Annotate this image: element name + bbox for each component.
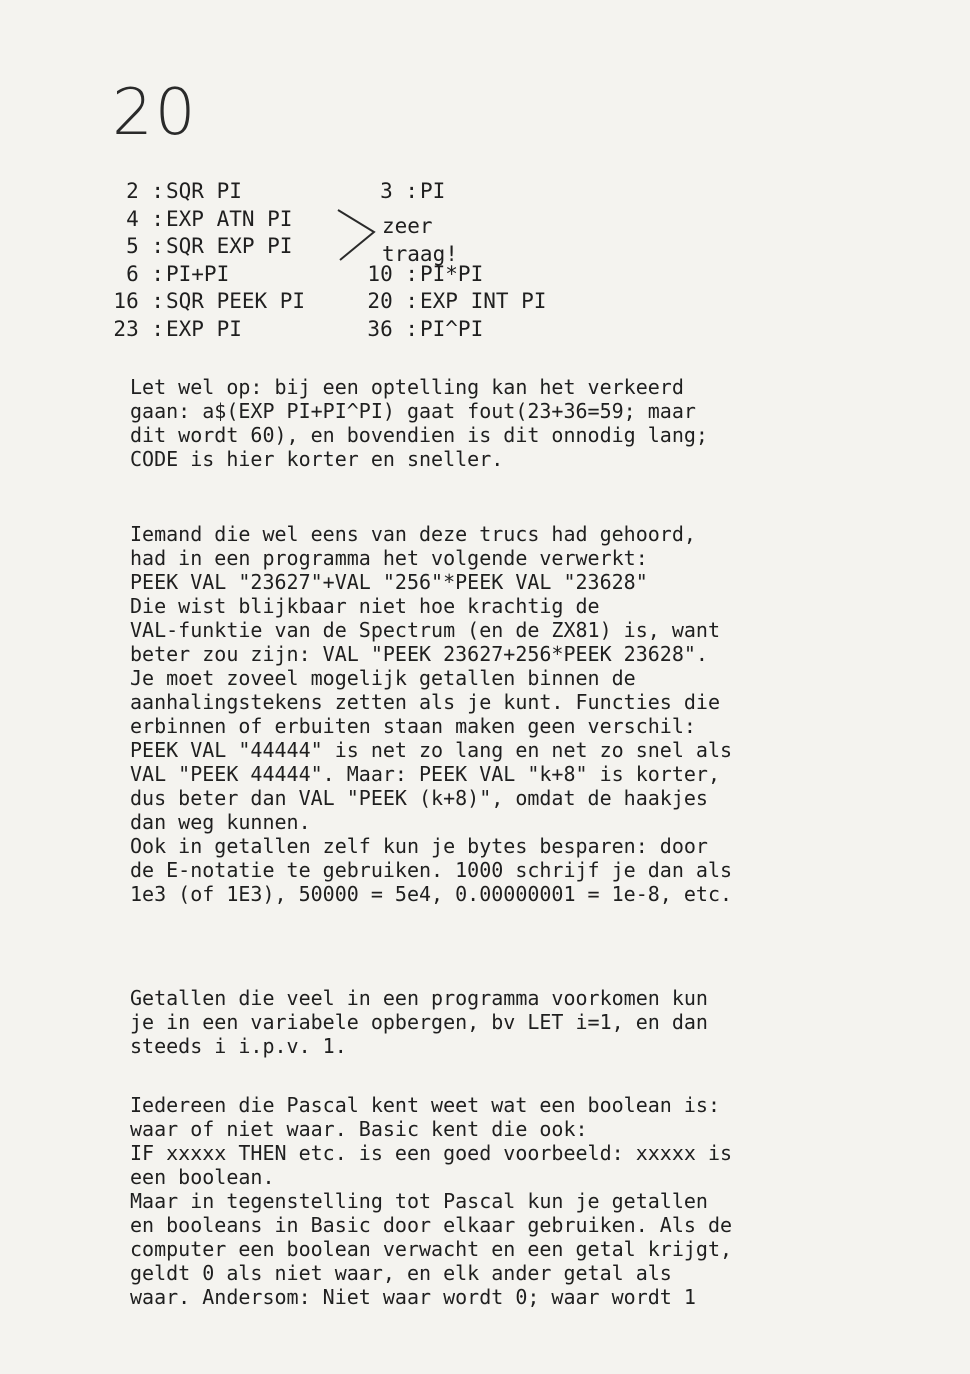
text-line: PEEK VAL "23627"+VAL "256"*PEEK VAL "23628"	[130, 570, 648, 594]
text-line: Die wist blijkbaar niet hoe krachtig de	[130, 594, 600, 618]
text-line: Ook in getallen zelf kun je bytes besparen: door	[130, 834, 708, 858]
text-line: VAL-funktie van de Spectrum (en de ZX81) is, want	[130, 618, 721, 642]
line-number-right: 3 :	[380, 179, 418, 203]
text-line: waar. Andersom: Niet waar wordt 0; waar wordt 1	[130, 1285, 696, 1309]
page-number: 20	[112, 76, 198, 150]
code-left: PI+PI	[166, 261, 230, 286]
slow-note: zeer traag!	[382, 214, 458, 266]
text-line: de E-notatie te gebruiken. 1000 schrijf je dan als	[130, 858, 733, 882]
bracket-mark	[334, 206, 380, 264]
code-left: EXP ATN PI	[166, 206, 293, 231]
code-right: PI^PI	[420, 316, 484, 341]
text-line: dit wordt 60), en bovendien is dit onnodig lang;	[130, 423, 708, 447]
paragraph-2	[130, 522, 842, 906]
text-line: beter zou zijn: VAL "PEEK 23627+256*PEEK 23628".	[130, 642, 708, 666]
text-line: je in een variabele opbergen, bv LET i=1, en dan	[130, 1010, 708, 1034]
code-right: PI*PI	[420, 261, 484, 286]
line-number-left: 16 :	[113, 289, 164, 313]
text-line: waar of niet waar. Basic kent die ook:	[130, 1117, 588, 1141]
text-line: een boolean.	[130, 1165, 275, 1189]
text-line: en booleans in Basic door elkaar gebruiken. Als de	[130, 1213, 733, 1237]
text-line: Iemand die wel eens van deze trucs had gehoord,	[130, 522, 696, 546]
paragraph-4	[130, 1093, 842, 1309]
line-number-right: 36 :	[367, 316, 418, 341]
text-line: had in een programma het volgende verwerkt:	[130, 546, 648, 570]
line-number-left: 23 :	[113, 316, 164, 341]
line-number-left: 6 :	[126, 261, 164, 286]
text-line: IF xxxxx THEN etc. is een goed voorbeeld: xxxxx is	[130, 1141, 733, 1165]
text-line: Maar in tegenstelling tot Pascal kun je getallen	[130, 1189, 708, 1213]
text-line: steeds i i.p.v. 1.	[130, 1034, 347, 1058]
text-line: CODE is hier korter en sneller.	[130, 447, 504, 471]
paragraph-3	[130, 986, 842, 1058]
code-right: PI	[420, 179, 446, 203]
text-line: dus beter dan VAL "PEEK (k+8)", omdat de haakjes	[130, 786, 708, 810]
line-number-left: 5 :	[126, 234, 164, 258]
code-left: EXP PI	[166, 316, 242, 341]
text-line: computer een boolean verwacht en een getal krijgt,	[130, 1237, 733, 1261]
code-right: EXP INT PI	[420, 289, 547, 313]
text-line: Iedereen die Pascal kent weet wat een boolean is:	[130, 1093, 721, 1117]
code-left: SQR EXP PI	[166, 234, 293, 258]
text-line: PEEK VAL "44444" is net zo lang en net zo snel als	[130, 738, 733, 762]
line-number-left: 4 :	[126, 206, 164, 231]
paragraph-1	[130, 375, 842, 471]
text-line: geldt 0 als niet waar, en elk ander getal als	[130, 1261, 672, 1285]
text-line: VAL "PEEK 44444". Maar: PEEK VAL "k+8" is korter,	[130, 762, 721, 786]
text-line: erbinnen of erbuiten staan maken geen verschil:	[130, 714, 696, 738]
code-left: SQR PEEK PI	[166, 289, 306, 313]
text-line: 1e3 (of 1E3), 50000 = 5e4, 0.00000001 = 1e-8, etc.	[130, 882, 733, 906]
line-number-right: 20 :	[367, 289, 418, 313]
code-left: SQR PI	[166, 179, 242, 203]
text-line: Je moet zoveel mogelijk getallen binnen de	[130, 666, 636, 690]
text-line: Let wel op: bij een optelling kan het verkeerd	[130, 375, 684, 399]
line-number-left: 2 :	[126, 179, 164, 203]
text-line: gaan: a$(EXP PI+PI^PI) gaat fout(23+36=59; maar	[130, 399, 696, 423]
text-line: dan weg kunnen.	[130, 810, 311, 834]
text-line: Getallen die veel in een programma voorkomen kun	[130, 986, 708, 1010]
line-number-right: 10 :	[367, 261, 418, 286]
text-line: aanhalingstekens zetten als je kunt. Functies die	[130, 690, 721, 714]
